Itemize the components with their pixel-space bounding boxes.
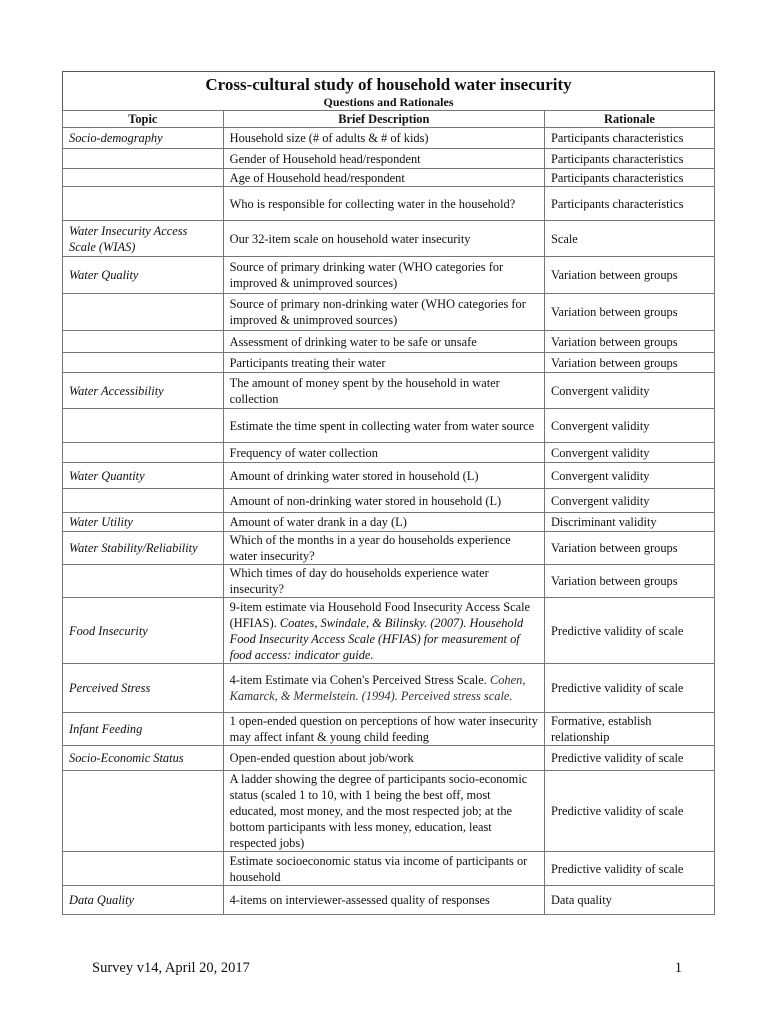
document-title: Cross-cultural study of household water insecurity <box>205 75 572 94</box>
description-text: Amount of water drank in a day (L) <box>229 515 407 529</box>
description-text: Estimate socioeconomic status via income of participants or household <box>229 853 528 884</box>
table-row <box>63 149 715 169</box>
row-description <box>223 532 544 565</box>
row-rationale: Discriminant validity <box>544 513 714 532</box>
row-rationale: Predictive validity of scale <box>544 598 714 664</box>
row-rationale: Data quality <box>544 886 714 915</box>
survey-page <box>62 71 715 915</box>
row-rationale: Variation between groups <box>544 532 714 565</box>
row-rationale: Convergent validity <box>544 443 714 463</box>
table-row <box>63 598 715 664</box>
description-text: 4-items on interviewer-assessed quality of responses <box>229 893 490 907</box>
table-row <box>63 294 715 331</box>
row-topic <box>63 771 224 852</box>
header-description: Brief Description <box>223 111 544 128</box>
row-topic <box>63 149 224 169</box>
row-description <box>223 409 544 443</box>
row-description <box>223 373 544 409</box>
description-text: Frequency of water collection <box>229 445 378 460</box>
row-topic <box>63 443 224 463</box>
row-description <box>223 489 544 513</box>
row-topic <box>63 565 224 598</box>
citation-text: Coates, Swindale, & Bilinsky. (2007). Household Food Insecurity Access Scale (HFIAS) for measurement of food access: indicator guide. <box>229 615 524 662</box>
row-topic <box>63 489 224 513</box>
description-text: Household size (# of adults & # of kids) <box>229 131 429 145</box>
row-rationale: Predictive validity of scale <box>544 852 714 886</box>
footer-version: Survey v14, April 20, 2017 <box>92 960 250 976</box>
row-rationale: Predictive validity of scale <box>544 771 714 852</box>
table-row <box>63 513 715 532</box>
row-description <box>223 852 544 886</box>
row-topic: Data Quality <box>63 886 224 915</box>
table-row <box>63 443 715 463</box>
row-description <box>223 187 544 221</box>
row-topic: Water Quantity <box>63 463 224 489</box>
row-rationale: Predictive validity of scale <box>544 664 714 713</box>
row-rationale: Convergent validity <box>544 409 714 443</box>
row-topic: Water Insecurity Access Scale (WIAS) <box>63 221 224 257</box>
row-topic: Perceived Stress <box>63 664 224 713</box>
description-text: Age of Household head/respondent <box>229 170 405 185</box>
row-description <box>223 221 544 257</box>
description-text: Participants treating their water <box>229 355 386 370</box>
description-text: Our 32-item scale on household water insecurity <box>229 231 471 246</box>
row-description <box>223 257 544 294</box>
table-row <box>63 128 715 149</box>
footer <box>92 960 682 977</box>
row-topic: Socio-demography <box>63 128 224 149</box>
row-rationale: Convergent validity <box>544 489 714 513</box>
table-row <box>63 331 715 353</box>
row-topic: Water Stability/Reliability <box>63 532 224 565</box>
row-rationale: Predictive validity of scale <box>544 746 714 771</box>
row-rationale: Participants characteristics <box>544 128 714 149</box>
table-row <box>63 409 715 443</box>
table-row <box>63 221 715 257</box>
description-text: 1 open-ended question on perceptions of how water insecurity may affect infant & young child feeding <box>229 714 538 744</box>
table-header-row <box>63 111 715 128</box>
description-text: 4-item Estimate via Cohen's Perceived Stress Scale. <box>229 673 487 687</box>
row-rationale: Variation between groups <box>544 294 714 331</box>
table-row <box>63 886 715 915</box>
table-row <box>63 713 715 746</box>
row-rationale: Formative, establish relationship <box>544 713 714 746</box>
description-text: Assessment of drinking water to be safe or unsafe <box>229 334 477 349</box>
page-number: 1 <box>674 960 682 976</box>
description-text: Amount of non-drinking water stored in household (L) <box>229 493 502 508</box>
row-rationale: Participants characteristics <box>544 187 714 221</box>
table-row <box>63 664 715 713</box>
description-text: Gender of Household head/respondent <box>229 151 421 166</box>
row-description <box>223 443 544 463</box>
description-text: Open-ended question about job/work <box>229 751 414 765</box>
row-rationale: Participants characteristics <box>544 149 714 169</box>
row-topic: Water Accessibility <box>63 373 224 409</box>
row-topic <box>63 294 224 331</box>
description-text: Which of the months in a year do households experience water insecurity? <box>229 533 511 563</box>
row-description <box>223 128 544 149</box>
row-rationale: Convergent validity <box>544 373 714 409</box>
description-text: Source of primary drinking water (WHO categories for improved & unimproved sources) <box>229 260 504 290</box>
row-description <box>223 713 544 746</box>
row-topic: Food Insecurity <box>63 598 224 664</box>
row-rationale: Participants characteristics <box>544 169 714 187</box>
row-description <box>223 169 544 187</box>
row-description <box>223 664 544 713</box>
citation-text: Cohen, Kamarck, & Mermelstein. (1994). Perceived stress scale. <box>229 673 526 703</box>
row-rationale: Variation between groups <box>544 257 714 294</box>
row-rationale: Variation between groups <box>544 353 714 373</box>
row-topic <box>63 353 224 373</box>
description-text: Source of primary non-drinking water (WHO categories for improved & unimproved sources) <box>229 297 526 327</box>
row-description <box>223 149 544 169</box>
row-rationale: Variation between groups <box>544 331 714 353</box>
row-description <box>223 353 544 373</box>
row-topic: Water Quality <box>63 257 224 294</box>
row-topic <box>63 409 224 443</box>
description-text: Which times of day do households experience water insecurity? <box>229 566 489 596</box>
table-row <box>63 532 715 565</box>
header-rationale: Rationale <box>544 111 714 128</box>
row-topic <box>63 187 224 221</box>
table-row <box>63 373 715 409</box>
row-description <box>223 331 544 353</box>
row-description <box>223 565 544 598</box>
title-block <box>62 71 715 110</box>
row-rationale: Variation between groups <box>544 565 714 598</box>
table-row <box>63 852 715 886</box>
description-text: Who is responsible for collecting water in the household? <box>229 196 516 211</box>
table-row <box>63 746 715 771</box>
table-row <box>63 257 715 294</box>
row-topic: Infant Feeding <box>63 713 224 746</box>
row-description <box>223 598 544 664</box>
row-description <box>223 886 544 915</box>
table-row <box>63 489 715 513</box>
description-text: Amount of drinking water stored in household (L) <box>229 468 479 483</box>
description-text: A ladder showing the degree of participants socio-economic status (scaled 1 to 10, with 1 being the best off, most educated, most money, and the most respected job; at the bottom participants with less money, education, least respected jobs) <box>229 772 528 850</box>
table-row <box>63 463 715 489</box>
row-description <box>223 771 544 852</box>
row-description <box>223 513 544 532</box>
table-row <box>63 565 715 598</box>
row-topic: Socio-Economic Status <box>63 746 224 771</box>
row-rationale: Convergent validity <box>544 463 714 489</box>
table-row <box>63 187 715 221</box>
table-row <box>63 353 715 373</box>
description-text: The amount of money spent by the household in water collection <box>229 375 500 406</box>
row-rationale: Scale <box>544 221 714 257</box>
description-text: Estimate the time spent in collecting water from water source <box>229 418 535 433</box>
table-row <box>63 169 715 187</box>
row-description <box>223 463 544 489</box>
description-text: 9-item estimate via Household Food Insecurity Access Scale (HFIAS). <box>229 599 531 630</box>
row-description <box>223 294 544 331</box>
row-topic <box>63 331 224 353</box>
row-description <box>223 746 544 771</box>
row-topic: Water Utility <box>63 513 224 532</box>
header-topic: Topic <box>63 111 224 128</box>
questions-table <box>62 110 715 915</box>
table-row <box>63 771 715 852</box>
row-topic <box>63 852 224 886</box>
document-subtitle: Questions and Rationales <box>323 95 454 109</box>
row-topic <box>63 169 224 187</box>
